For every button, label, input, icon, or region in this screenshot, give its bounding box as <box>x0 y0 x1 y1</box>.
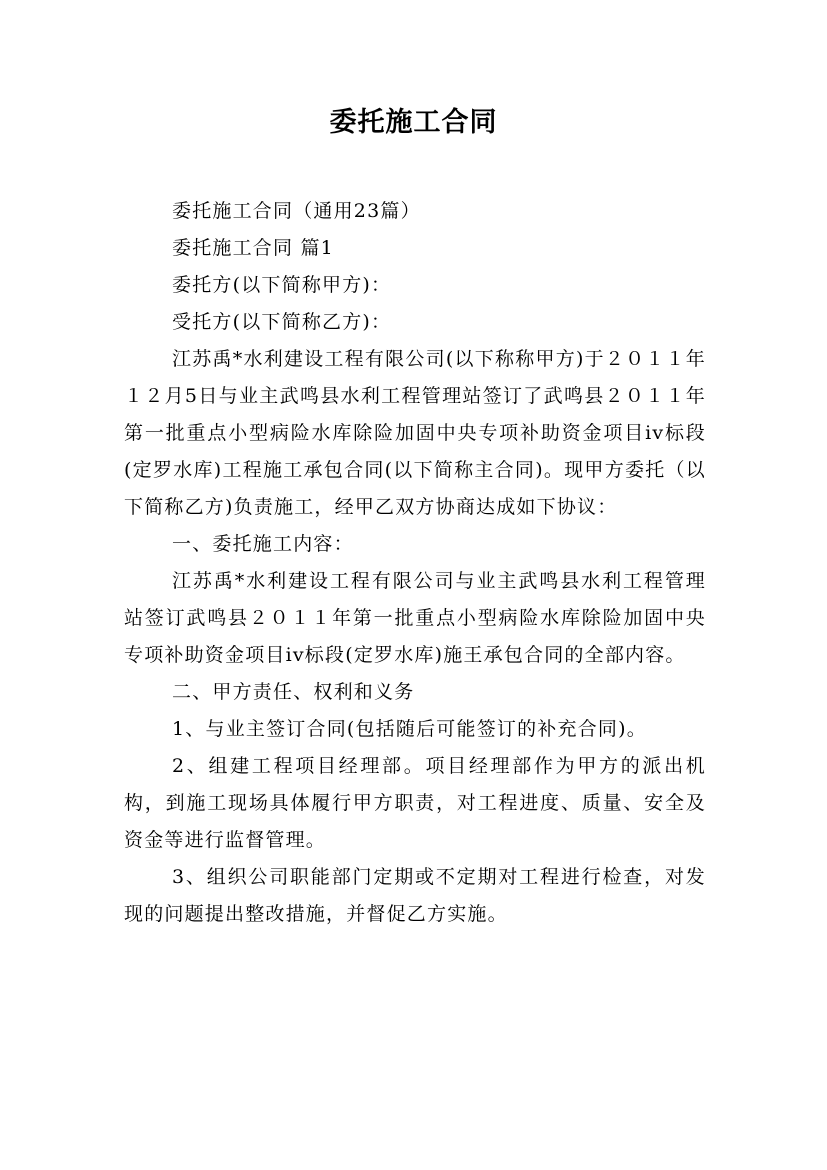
document-body <box>124 193 706 933</box>
clause-1-body: 江苏禹*水利建设工程有限公司与业主武鸣县水利工程管理站签订武鸣县２０１１年第一批重点小型病险水库除险加固中央专项补助资金项目iv标段(定罗水库)施王承包合同的全部内容。 <box>124 570 706 666</box>
clause-heading-2: 二、甲方责任、权利和义务 <box>172 681 415 703</box>
preamble-paragraph: 江苏禹*水利建设工程有限公司(以下称称甲方)于２０１１年１２月5日与业主武鸣县水利工程管理站签订了武鸣县２０１１年第一批重点小型病险水库除险加固中央专项补助资金项目iv标段(定罗水库)工程施工承包合同(以下简称主合同)。现甲方委托（以下简称乙方)负责施工，经甲乙双方协商达成如下协议： <box>124 348 706 518</box>
clause-heading-1: 一、委托施工内容： <box>172 533 354 555</box>
document-title: 委托施工合同 <box>329 107 498 138</box>
party-a-line: 委托方(以下简称甲方)： <box>172 274 392 296</box>
clause-2-item-2: 2、组建工程项目经理部。项目经理部作为甲方的派出机构，到施工现场具体履行甲方职责，对工程进度、质量、安全及资金等进行监督管理。 <box>124 755 706 851</box>
party-b-line: 受托方(以下简称乙方)： <box>172 311 392 333</box>
clause-2-item-1: 1、与业主签订合同(包括随后可能签订的补充合同)。 <box>172 718 647 740</box>
clause-2-item-3: 3、组织公司职能部门定期或不定期对工程进行检查，对发现的问题提出整改措施，并督促乙方实施。 <box>124 866 706 925</box>
section-heading-paragraph: 委托施工合同 篇1 <box>172 237 334 259</box>
subtitle-paragraph: 委托施工合同（通用23篇） <box>172 200 421 222</box>
